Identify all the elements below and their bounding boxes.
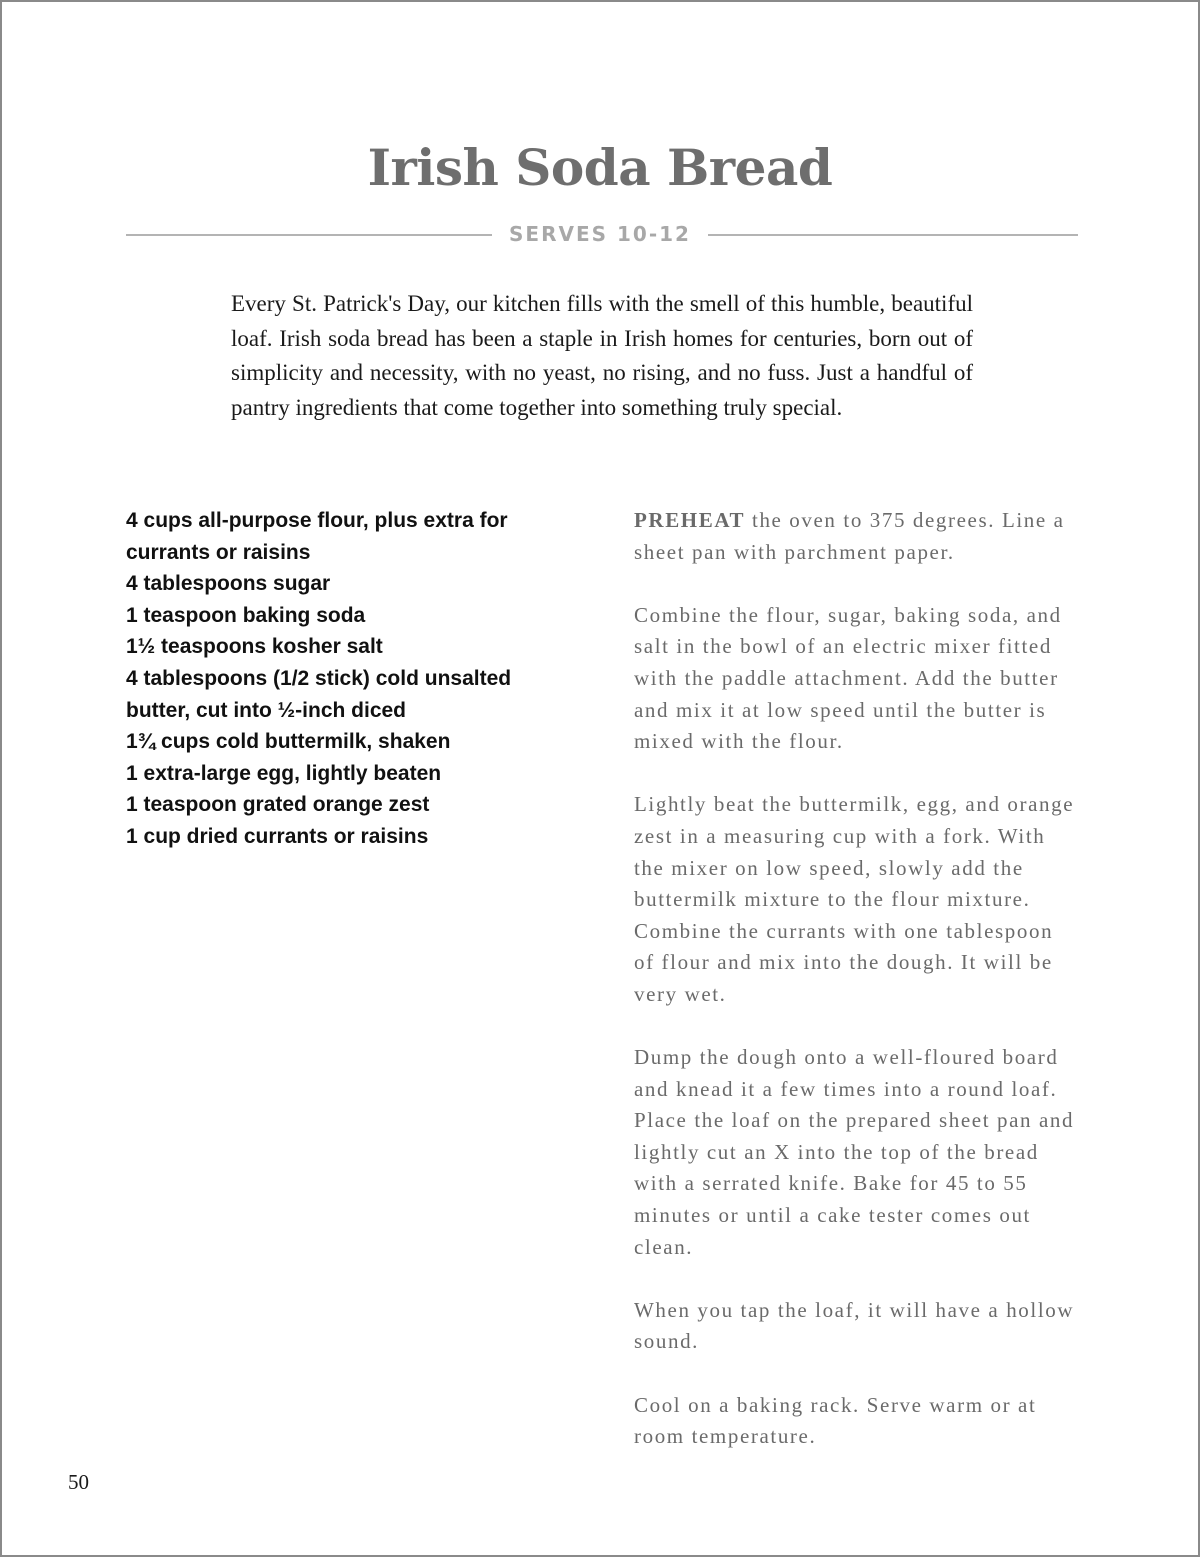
page-number: 50: [68, 1470, 89, 1494]
ingredient-item: 1¾ cups cold buttermilk, shaken: [126, 730, 451, 754]
ingredient-list: [126, 505, 526, 853]
instruction-step: [634, 1295, 1078, 1358]
ingredient-item: 1 extra-large egg, lightly beaten: [126, 761, 442, 785]
ingredient-item: 1 cup dried currants or raisins: [126, 824, 429, 848]
step-text: Dump the dough onto a well-floured board and knead it a few times into a round loaf. Place the loaf on the prepared sheet pan and lightly cut an X into the top of the bread with a serrated knife. Bake for 45 to 55 minutes or until a cake tester comes out clean.: [634, 1045, 1075, 1259]
step-text: Cool on a baking rack. Serve warm or at room temperature.: [634, 1392, 1037, 1449]
instructions: [634, 505, 1078, 1484]
step-lead-word: PREHEAT: [634, 508, 746, 532]
ingredient-item: 4 tablespoons sugar: [126, 572, 331, 596]
serves-label: SERVES 10-12: [509, 222, 691, 246]
divider-right: [708, 234, 1078, 236]
step-text: the oven to 375 degrees. Line a sheet pan with parchment paper.: [634, 508, 1065, 564]
instruction-step: [634, 600, 1078, 758]
instruction-step: [634, 1042, 1078, 1263]
ingredient-item: 1 teaspoon baking soda: [126, 603, 366, 627]
recipe-title: Irish Soda Bread: [367, 138, 833, 197]
divider-left: [126, 234, 492, 236]
ingredient-item: 4 cups all-purpose flour, plus extra for currants or raisins: [126, 509, 508, 564]
instruction-step: [634, 789, 1078, 1010]
recipe-intro: Every St. Patrick's Day, our kitchen fills with the smell of this humble, beautiful loaf. Irish soda bread has been a staple in Irish homes for centuries, born out of simplicity and necessity, with no yeast, no rising, and no fuss. Just a handful of pantry ingredients that come together into something truly special.: [231, 291, 973, 420]
step-text: When you tap the loaf, it will have a hollow sound.: [634, 1297, 1075, 1354]
instruction-step: [634, 1390, 1078, 1453]
ingredient-item: 1 teaspoon grated orange zest: [126, 793, 430, 817]
instruction-step: [634, 505, 1078, 568]
step-text: Combine the flour, sugar, baking soda, and salt in the bowl of an electric mixer fitted with the paddle attachment. Add the butter and mix it at low speed until the butter is mixed with the flour.: [634, 602, 1062, 754]
step-text: Lightly beat the buttermilk, egg, and orange zest in a measuring cup with a fork. With the mixer on low speed, slowly add the buttermilk mixture to the flour mixture. Combine the currants with one tablespoon of flour and mix into the dough. It will be very wet.: [634, 792, 1075, 1006]
ingredient-item: 4 tablespoons (1/2 stick) cold unsalted butter, cut into ½-inch diced: [126, 666, 512, 722]
ingredient-item: 1½ teaspoons kosher salt: [126, 635, 383, 659]
